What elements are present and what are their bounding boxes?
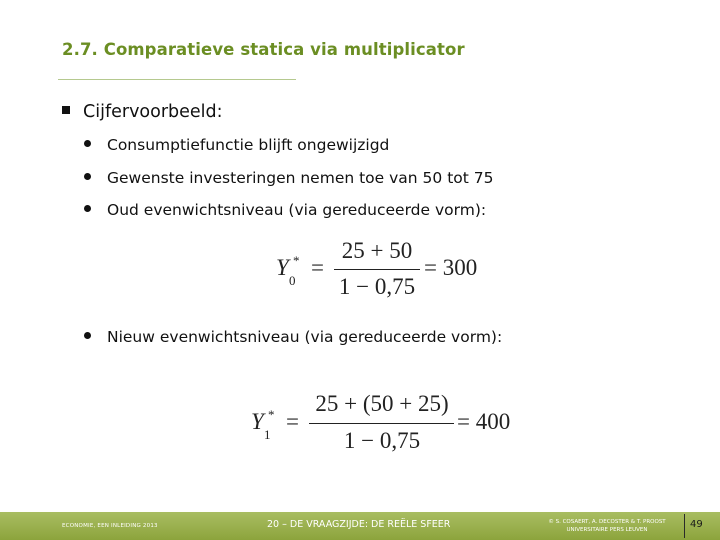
square-bullet-icon	[62, 106, 70, 114]
formula-lhs-sub: 1	[264, 427, 271, 442]
formula-eq: =	[286, 409, 299, 434]
footer-authors: © S. COSAERT, A. DECOSTER & T. PROOST	[548, 519, 666, 525]
formula-denominator: 1 − 0,75	[343, 428, 421, 453]
title-underline	[58, 79, 296, 80]
footer-publisher: UNIVERSITAIRE PERS LEUVEN	[566, 527, 648, 533]
footer-chapter: 20 – DE VRAAGZIJDE: DE REËLE SFEER	[267, 519, 451, 530]
formula-denominator: 1 − 0,75	[338, 274, 416, 299]
bullet-item	[84, 136, 389, 154]
formula-eq: =	[311, 255, 324, 280]
formula-old-equilibrium	[270, 236, 490, 306]
footer-divider	[684, 514, 685, 538]
bullet-text: Gewenste investeringen nemen toe van 50 tot 75	[107, 169, 494, 187]
bullet-item	[84, 328, 502, 346]
footer-bar	[0, 512, 720, 540]
formula-lhs-sub: 0	[289, 273, 296, 288]
bullet-text: Consumptiefunctie blijft ongewijzigd	[107, 136, 390, 154]
formula-lhs-sup: *	[268, 407, 275, 422]
round-bullet-icon	[84, 205, 91, 212]
formula-result: = 300	[424, 255, 478, 280]
round-bullet-icon	[84, 140, 91, 147]
formula-numerator: 25 + 50	[341, 238, 413, 263]
bullet-level1	[62, 102, 223, 122]
round-bullet-icon	[84, 173, 91, 180]
page-number: 49	[690, 519, 703, 530]
bullet-item	[84, 201, 486, 219]
formula-numerator: 25 + (50 + 25)	[315, 391, 449, 416]
fraction-bar	[334, 269, 420, 270]
formula-lhs-var: Y	[251, 409, 264, 434]
page-title: 2.7. Comparatieve statica via multiplicator	[62, 40, 465, 59]
formula-result: = 400	[457, 409, 511, 434]
footer-book-title: ECONOMIE, EEN INLEIDING 2013	[62, 523, 158, 529]
formula-lhs-var: Y	[276, 255, 289, 280]
bullet-text: Nieuw evenwichtsniveau (via gereduceerde vorm):	[107, 328, 503, 346]
formula-lhs-sup: *	[293, 253, 300, 268]
bullet-text: Oud evenwichtsniveau (via gereduceerde vorm):	[107, 201, 487, 219]
fraction-bar	[309, 423, 454, 424]
formula-new-equilibrium	[247, 388, 537, 460]
bullet-item	[84, 169, 494, 187]
bullet-level1-text: Cijfervoorbeeld:	[83, 102, 223, 122]
footer-copyright	[534, 518, 680, 534]
round-bullet-icon	[84, 332, 91, 339]
